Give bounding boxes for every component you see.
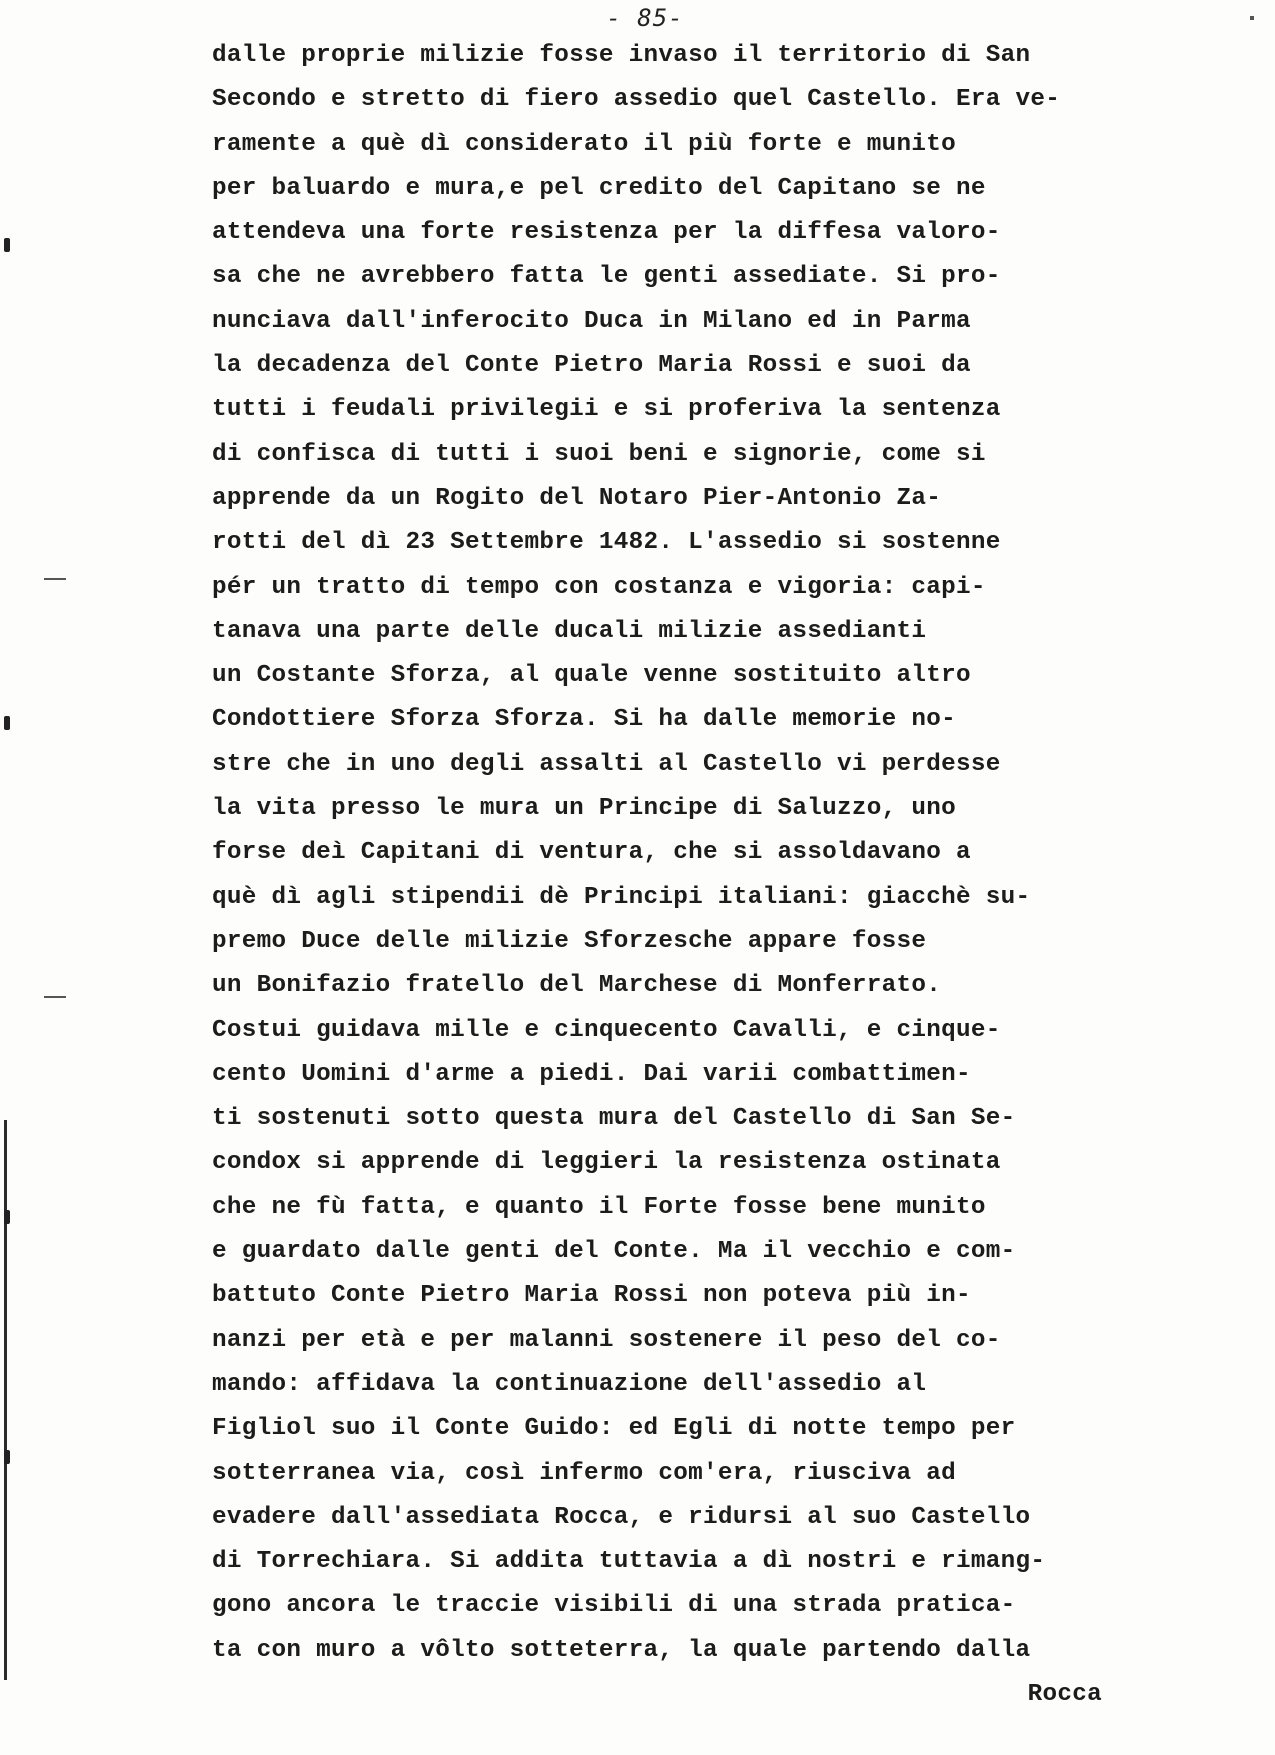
scan-edge-dot <box>1250 16 1254 20</box>
text-line: un Costante Sforza, al quale venne sostituito altro <box>212 662 971 690</box>
text-line: Costui guidava mille e cinquecento Cavalli, e cinque- <box>212 1016 1001 1044</box>
text-line: nunciava dall'inferocito Duca in Milano ed in Parma <box>212 307 971 335</box>
text-line: un Bonifazio fratello del Marchese di Monferrato. <box>212 972 942 1000</box>
text-line: Secondo e stretto di fiero assedio quel Castello. Era ve- <box>212 86 1061 114</box>
text-line: la vita presso le mura un Principe di Saluzzo, uno <box>212 795 957 823</box>
text-line: di confisca di tutti i suoi beni e signorie, come si <box>212 440 986 468</box>
scan-edge-dash <box>44 996 66 998</box>
text-line: què dì agli stipendii dè Principi italiani: giacchè su- <box>212 883 1031 911</box>
catchword: Rocca <box>1027 1680 1102 1708</box>
scan-edge-tick <box>4 238 10 252</box>
text-line: ti sostenuti sotto questa mura del Castello di San Se- <box>212 1105 1016 1133</box>
text-line: dalle proprie milizie fosse invaso il territorio di San <box>212 42 1031 69</box>
text-line: sa che ne avrebbero fatta le genti assediate. Si pro- <box>212 263 1001 291</box>
text-line: evadere dall'assediata Rocca, e ridursi al suo Castello <box>212 1503 1031 1531</box>
text-line: premo Duce delle milizie Sforzesche appare fosse <box>212 927 927 955</box>
text-line: apprende da un Rogito del Notaro Pier-Antonio Za- <box>212 484 942 512</box>
text-line: la decadenza del Conte Pietro Maria Rossi e suoi da <box>212 352 971 380</box>
text-line: stre che in uno degli assalti al Castello vi perdesse <box>212 750 1001 778</box>
text-line: rotti del dì 23 Settembre 1482. L'assedio si sostenne <box>212 529 1001 557</box>
text-line: gono ancora le traccie visibili di una strada pratica- <box>212 1592 1016 1620</box>
text-line: ta con muro a vôlto sotteterra, la quale partendo dalla <box>212 1636 1031 1664</box>
scan-edge-tick <box>4 1210 10 1224</box>
scan-edge-tick <box>4 1450 10 1464</box>
text-line: di Torrechiara. Si addita tuttavia a dì nostri e rimang- <box>212 1548 1046 1576</box>
typewritten-body <box>212 34 1102 1717</box>
text-line: forse deì Capitani di ventura, che si assoldavano a <box>212 839 971 867</box>
text-line: e guardato dalle genti del Conte. Ma il vecchio e com- <box>212 1238 1016 1266</box>
text-line: per baluardo e mura,e pel credito del Capitano se ne <box>212 174 986 202</box>
scan-edge-dash <box>44 578 66 580</box>
text-line: mando: affidava la continuazione dell'assedio al <box>212 1370 927 1398</box>
text-line: sotterranea via, così infermo com'era, riusciva ad <box>212 1459 957 1487</box>
text-line: nanzi per età e per malanni sostenere il peso del co- <box>212 1326 1001 1354</box>
scan-edge-tick <box>4 716 10 730</box>
text-line: condox si apprende di leggieri la resistenza ostinata <box>212 1149 1001 1177</box>
text-line: pér un tratto di tempo con costanza e vigoria: capi- <box>212 573 986 601</box>
text-line: che ne fù fatta, e quanto il Forte fosse bene munito <box>212 1193 986 1221</box>
text-line: battuto Conte Pietro Maria Rossi non poteva più in- <box>212 1282 971 1310</box>
text-line: attendeva una forte resistenza per la diffesa valoro- <box>212 219 1001 247</box>
page-number: - 85- <box>606 4 684 32</box>
text-line: Condottiere Sforza Sforza. Si ha dalle memorie no- <box>212 706 957 734</box>
text-line: tanava una parte delle ducali milizie assedianti <box>212 617 927 645</box>
text-line: ramente a què dì considerato il più forte e munito <box>212 130 957 158</box>
scan-edge-bar <box>4 1120 7 1680</box>
text-line: cento Uomini d'arme a piedi. Dai varii combattimen- <box>212 1060 971 1088</box>
text-line: Figliol suo il Conte Guido: ed Egli di notte tempo per <box>212 1415 1016 1443</box>
text-line: tutti i feudali privilegii e si proferiva la sentenza <box>212 396 1001 424</box>
